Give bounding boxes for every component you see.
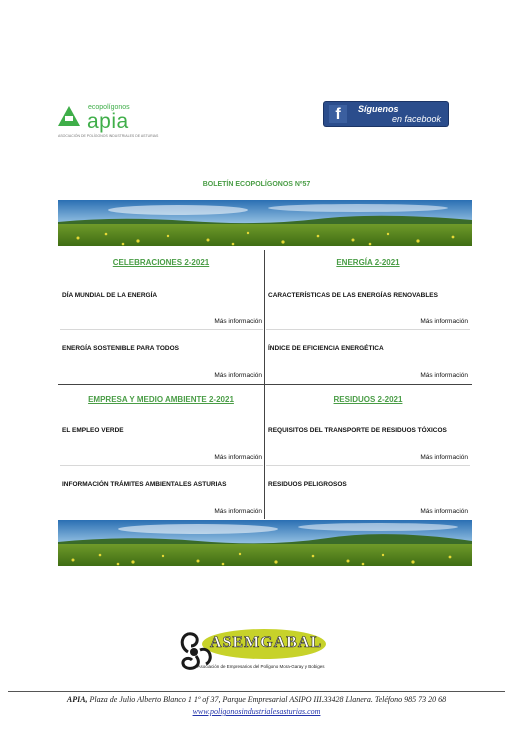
more-info-link[interactable]: Más información <box>214 454 262 461</box>
apia-tagline: ecopolígonos <box>88 104 130 111</box>
more-info-link[interactable]: Más información <box>214 318 262 325</box>
item-separator <box>60 465 263 466</box>
item-title: ÍNDICE DE EFICIENCIA ENERGÉTICA <box>268 345 384 352</box>
apia-name: apia <box>87 110 129 133</box>
item-title: DÍA MUNDIAL DE LA ENERGÍA <box>62 292 158 299</box>
item-title: EL EMPLEO VERDE <box>62 427 124 434</box>
meadow-banner-bottom <box>58 520 472 566</box>
item-title: REQUISITOS DEL TRANSPORTE DE RESIDUOS TÓXICOS <box>268 427 447 434</box>
footer-org: APIA, <box>66 695 88 704</box>
apia-logo <box>58 104 159 140</box>
facebook-follow-button[interactable] <box>324 102 448 126</box>
section-heading-empresa[interactable]: EMPRESA Y MEDIO AMBIENTE 2-2021 <box>88 395 234 404</box>
meadow-banner-top <box>58 200 472 246</box>
more-info-link[interactable]: Más información <box>420 372 468 379</box>
footer-address-text: Plaza de Julio Alberto Blanco 1 1º of 37, Parque Empresarial ASIPO III.33428 Llanera. Teléfono 985 73 20 68 <box>87 695 447 704</box>
more-info-link[interactable]: Más información <box>214 372 262 379</box>
more-info-link[interactable]: Más información <box>214 508 262 515</box>
sponsor-name: ASEMGABAL <box>209 634 323 651</box>
facebook-line1: Síguenos <box>358 104 399 114</box>
sponsor-subtitle: Asociación de Empresarios del Polígono Mora-Garay y Bobiges <box>197 664 325 669</box>
more-info-link[interactable]: Más información <box>420 508 468 515</box>
footer-address <box>0 695 513 704</box>
grid-divider-vertical-top <box>264 250 265 385</box>
facebook-line2: en facebook <box>392 114 442 124</box>
item-title: RESIDUOS PELIGROSOS <box>268 481 347 488</box>
apia-subtitle: ASOCIACIÓN DE POLÍGONOS INDUSTRIALES DE ASTURIAS <box>58 134 159 138</box>
facebook-icon: f <box>329 105 347 123</box>
item-title: INFORMACIÓN TRÁMITES AMBIENTALES ASTURIAS <box>62 481 227 488</box>
grid-divider-horizontal <box>58 384 472 385</box>
more-info-link[interactable]: Más información <box>420 454 468 461</box>
asemgabal-logo <box>176 626 336 674</box>
item-separator <box>266 329 470 330</box>
item-separator <box>266 465 470 466</box>
footer-website-link[interactable]: www.poligonosindustrialesasturias.com <box>192 707 321 716</box>
item-title: ENERGÍA SOSTENIBLE PARA TODOS <box>62 345 180 352</box>
item-title: CARACTERÍSTICAS DE LAS ENERGÍAS RENOVABLES <box>268 292 438 299</box>
grid-divider-vertical-bottom <box>264 384 265 519</box>
section-heading-celebraciones[interactable]: CELEBRACIONES 2-2021 <box>112 258 210 267</box>
section-heading-energia[interactable]: ENERGÍA 2-2021 <box>336 258 400 267</box>
bulletin-title: BOLETÍN ECOPOLÍGONOS Nº57 <box>202 181 311 188</box>
footer-divider <box>8 691 505 692</box>
section-heading-residuos[interactable]: RESIDUOS 2-2021 <box>333 395 403 404</box>
item-separator <box>60 329 263 330</box>
more-info-link[interactable]: Más información <box>420 318 468 325</box>
